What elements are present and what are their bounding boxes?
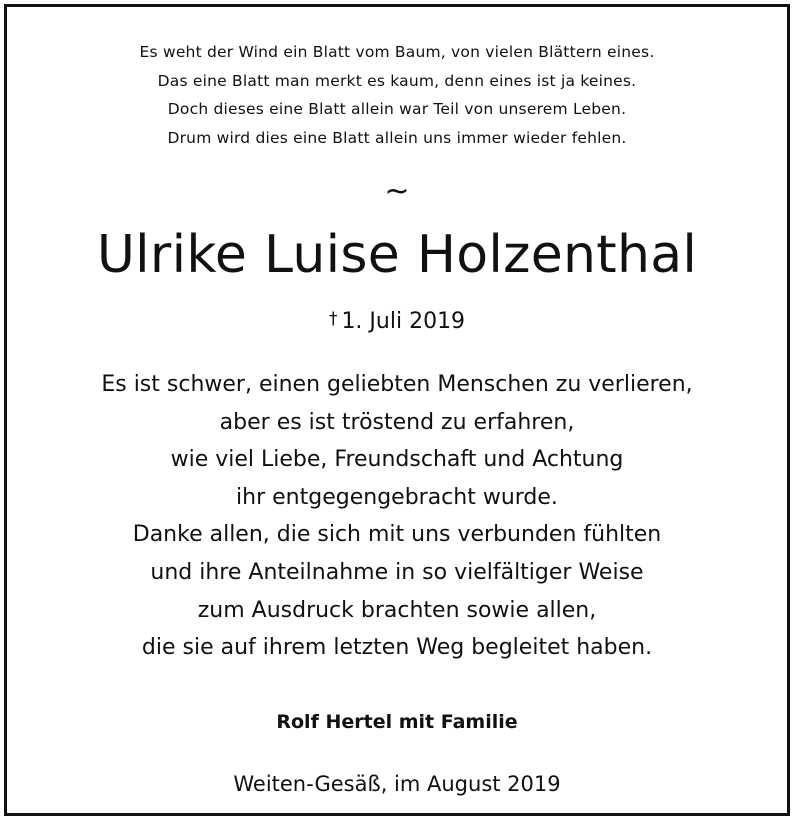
tilde-ornament: ~ xyxy=(384,174,410,209)
message-line: ihr entgegengebracht wurde. xyxy=(236,484,558,510)
poem-line: Drum wird dies eine Blatt allein uns immer wieder fehlen. xyxy=(167,128,627,147)
place-and-date: Weiten-Gesäß, im August 2019 xyxy=(233,772,561,796)
poem-line: Es weht der Wind ein Blatt vom Baum, von vielen Blättern eines. xyxy=(139,43,655,61)
cross-icon: † xyxy=(328,309,338,329)
poem-line: Das eine Blatt man merkt es kaum, denn eines ist ja keines. xyxy=(157,71,637,90)
death-date: 1. Juli 2019 xyxy=(341,309,466,334)
poem xyxy=(7,38,787,152)
message-line: die sie auf ihrem letzten Weg begleitet haben. xyxy=(141,635,653,661)
deceased-name: Ulrike Luise Holzenthal xyxy=(96,225,698,285)
message-line: zum Ausdruck brachten sowie allen, xyxy=(197,597,597,623)
thank-you-message xyxy=(7,366,787,667)
signer: Rolf Hertel mit Familie xyxy=(276,711,518,733)
message-line: Es ist schwer, einen geliebten Menschen zu verlieren, xyxy=(101,372,693,397)
poem-line: Doch dieses eine Blatt allein war Teil von unserem Leben. xyxy=(167,100,627,118)
death-date-line xyxy=(7,307,787,338)
message-line: wie viel Liebe, Freundschaft und Achtung xyxy=(170,447,624,473)
message-line: Danke allen, die sich mit uns verbunden fühlten xyxy=(132,522,662,548)
obituary-notice xyxy=(4,4,790,816)
message-line: aber es ist tröstend zu erfahren, xyxy=(219,409,575,435)
message-line: und ihre Anteilnahme in so vielfältiger Weise xyxy=(150,559,644,585)
